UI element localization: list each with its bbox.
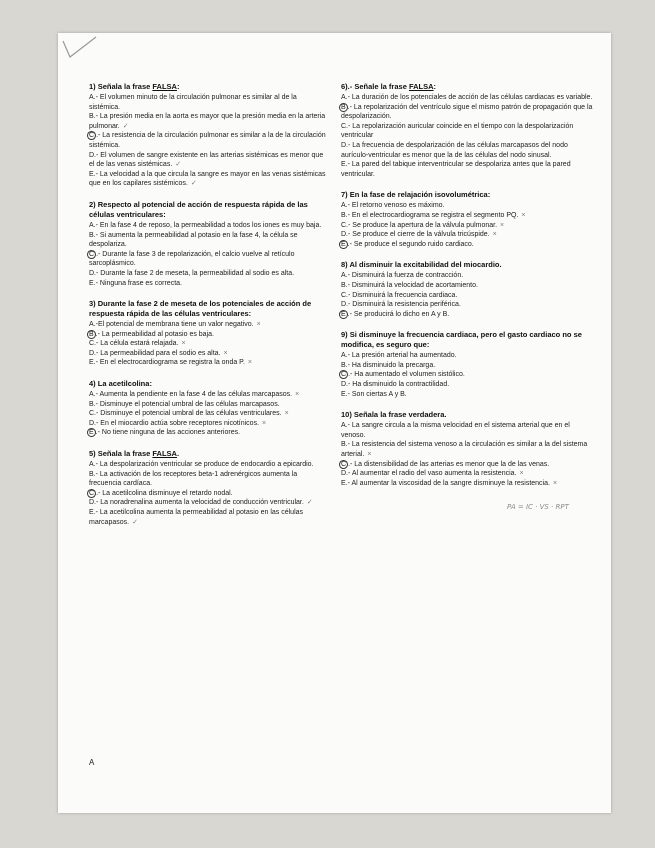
answer-option-text: B.- Disminuye el potencial umbral de las células marcapasos. xyxy=(89,400,280,408)
answer-option-text: A.- El retorno venoso es máximo. xyxy=(341,202,445,210)
answer-option xyxy=(341,160,596,179)
circled-answer-letter: C xyxy=(89,132,95,140)
answer-option-text: D.- El volumen de sangre existente en las arterias sistémicas es menor que el de las venas sistémicas. xyxy=(89,151,324,169)
handwritten-mark: × xyxy=(295,391,300,399)
answer-option-text: C.- La célula estará relajada. xyxy=(89,340,179,348)
question-block xyxy=(341,190,596,249)
answer-option xyxy=(341,440,596,459)
handwritten-mark: × xyxy=(247,359,252,367)
answer-option-text: E.- Ninguna frase es correcta. xyxy=(89,279,182,287)
handwritten-mark: × xyxy=(521,211,526,219)
handwritten-mark: × xyxy=(367,451,372,459)
answer-option xyxy=(341,281,596,291)
handwritten-mark: × xyxy=(181,340,186,348)
answer-option-text: C.- La repolarización auricular coincide en el tiempo con la despolarización ventricular xyxy=(341,122,574,140)
answer-option xyxy=(89,269,327,279)
question-title-text: 7) En la fase de relajación isovolumétrica: xyxy=(341,190,491,200)
answer-option xyxy=(89,320,327,330)
answer-option-text: D.- Disminuirá la resistencia periférica. xyxy=(341,301,461,309)
handwritten-mark: × xyxy=(284,410,289,418)
answer-option-text: A.- La sangre circula a la misma velocidad en el sistema arterial que en el venoso. xyxy=(341,422,570,439)
handwritten-mark: ✓ xyxy=(175,161,182,169)
circled-answer-letter: C xyxy=(89,250,95,258)
circled-answer-letter: C xyxy=(341,371,347,379)
answer-option-text: A.- La despolarización ventricular se produce de endocardio a epicardio. xyxy=(89,461,314,469)
question-title-text: 2) Respecto al potencial de acción de respuesta rápida de las células ventriculares: xyxy=(89,199,308,219)
answer-option xyxy=(341,103,596,122)
answer-option-text: B.- La presión media en la aorta es mayor que la presión media en la arteria pulmonar. xyxy=(89,113,326,130)
right-column xyxy=(341,82,596,499)
question-title xyxy=(341,330,596,350)
answer-option xyxy=(89,170,327,189)
answer-option xyxy=(341,310,596,320)
answer-option xyxy=(89,151,327,170)
answer-option-text: D.- Se produce el cierre de la válvula tricúspide. xyxy=(341,231,490,239)
answer-option xyxy=(341,240,596,250)
answer-option xyxy=(89,400,327,410)
answer-option xyxy=(89,349,327,359)
answer-option xyxy=(341,291,596,301)
answer-option-text: A.- Disminuirá la fuerza de contracción. xyxy=(341,272,464,280)
answer-option xyxy=(341,370,596,380)
answer-option xyxy=(341,351,596,361)
answer-option-text: E.- La pared del tabique interventricular se despolariza antes que la pared ventricular. xyxy=(341,161,571,178)
question-block xyxy=(89,299,327,368)
answer-option xyxy=(89,498,327,508)
answer-option-text: D.- La frecuencia de despolarización de las células marcapasos del nodo aurículo-ventricular es menor que la de las células del nodo sinusal. xyxy=(341,141,568,159)
answer-option-text: D.- La permeabilidad para el sodio es alta. xyxy=(89,349,221,357)
question-title xyxy=(89,200,327,220)
answer-option xyxy=(89,250,327,269)
answer-option xyxy=(341,460,596,470)
answer-option-text: D.- Ha disminuido la contractilidad. xyxy=(341,381,450,389)
question-title xyxy=(341,260,596,270)
answer-option-text: C.- Disminuye el potencial umbral de las células ventriculares. xyxy=(89,410,282,418)
question-title-emphasis: FALSA xyxy=(152,82,177,91)
question-title xyxy=(341,82,596,92)
circled-answer-letter: C xyxy=(341,460,347,468)
answer-option-text: D.- Al aumentar el radio del vaso aumenta la resistencia. xyxy=(341,470,517,478)
answer-option-text: E.- Son ciertas A y B. xyxy=(341,390,407,398)
question-title xyxy=(89,379,327,389)
answer-option xyxy=(89,358,327,368)
handwritten-note: PA = IC · VS · RPT xyxy=(507,503,569,511)
handwritten-mark: ✓ xyxy=(190,180,197,188)
answer-option-text: B.- Si aumenta la permeabilidad al potasio en la fase 4, la célula se despolariza. xyxy=(89,231,298,249)
question-block xyxy=(89,449,327,527)
answer-option-text: .- La distensibilidad de las arterias es menor que la de las venas. xyxy=(348,460,550,468)
answer-option xyxy=(341,479,596,489)
question-title xyxy=(89,299,327,319)
question-block xyxy=(341,82,596,179)
answer-option xyxy=(89,339,327,349)
answer-option-text: E.- La velocidad a la que circula la sangre es mayor en las venas sistémicas que en los capilares sistémicos. xyxy=(89,170,326,188)
answer-option xyxy=(89,489,327,499)
answer-option xyxy=(89,131,327,150)
answer-option-text: .- Se producirá lo dicho en A y B. xyxy=(347,310,450,318)
circled-answer-letter: E xyxy=(341,240,346,248)
question-title-emphasis: FALSA xyxy=(152,449,177,459)
answer-option-text: B.- En el electrocardiograma se registra el segmento PQ. xyxy=(341,211,519,219)
answer-option xyxy=(89,330,327,340)
answer-option-text: A.- Aumenta la pendiente en la fase 4 de las células marcapasos. xyxy=(89,391,293,399)
answer-option-text: A.-El potencial de membrana tiene un valor negativo. xyxy=(89,321,254,329)
question-title-text: 1) Señala la frase xyxy=(89,82,153,91)
answer-option-text: .- La acetilcolina disminuye el retardo nodal. xyxy=(96,489,233,497)
question-block xyxy=(341,260,596,319)
answer-option-text: A.- En la fase 4 de reposo, la permeabilidad a todos los iones es muy baja. xyxy=(89,221,322,229)
answer-option xyxy=(341,300,596,310)
question-title xyxy=(341,190,596,200)
answer-option xyxy=(89,428,327,438)
answer-option xyxy=(89,93,327,112)
question-title-suffix: : xyxy=(433,82,437,91)
answer-option xyxy=(89,470,327,489)
answer-option xyxy=(341,380,596,390)
answer-option xyxy=(341,469,596,479)
answer-option xyxy=(341,421,596,440)
question-block xyxy=(89,82,327,189)
question-title-text: 4) La acetilcolina: xyxy=(89,379,152,389)
answer-option-text: B.- Disminuirá la velocidad de acortamiento. xyxy=(341,281,478,289)
page-letter: A xyxy=(89,758,95,767)
answer-option-text: .- Ha aumentado el volumen sistólico. xyxy=(348,371,465,379)
exam-sheet xyxy=(58,33,611,813)
question-block xyxy=(89,379,327,438)
question-title-suffix: : xyxy=(176,82,180,91)
handwritten-mark: × xyxy=(519,470,524,478)
question-title xyxy=(89,449,327,459)
answer-option xyxy=(341,361,596,371)
answer-option-text: .- Durante la fase 3 de repolarización, el calcio vuelve al retículo sarcoplásmico. xyxy=(89,250,295,268)
answer-option-text: D.- Durante la fase 2 de meseta, la permeabilidad al sodio es alta. xyxy=(89,269,295,277)
answer-option xyxy=(89,390,327,400)
question-title-text: 3) Durante la fase 2 de meseta de los potenciales de acción de respuesta rápida de las células ventriculares: xyxy=(89,299,312,319)
answer-option xyxy=(89,112,327,131)
question-title-text: 10) Señala la frase verdadera. xyxy=(341,410,447,420)
circled-answer-letter: C xyxy=(89,489,95,497)
question-title xyxy=(341,410,596,420)
handwritten-mark: × xyxy=(492,231,497,239)
answer-option-text: B.- La activación de los receptores beta-1 adrenérgicos aumenta la frecuencia cardíaca. xyxy=(89,470,298,488)
circled-answer-letter: E xyxy=(341,310,346,318)
answer-option-text: .- Se produce el segundo ruido cardiaco. xyxy=(347,240,474,248)
handwritten-mark: × xyxy=(500,221,505,229)
left-column xyxy=(89,82,327,538)
question-block xyxy=(341,330,596,399)
answer-option xyxy=(341,230,596,240)
answer-option xyxy=(89,221,327,231)
answer-option xyxy=(89,508,327,527)
question-title-text: 5) Señala la frase xyxy=(89,449,153,459)
circled-answer-letter: B xyxy=(89,330,94,338)
question-title-emphasis: FALSA xyxy=(408,82,434,91)
answer-option xyxy=(89,231,327,250)
handwritten-mark: ✓ xyxy=(306,499,313,507)
handwritten-mark: × xyxy=(223,349,228,357)
question-block xyxy=(341,410,596,488)
handwritten-mark: × xyxy=(552,479,558,487)
answer-option-text: E.- La acetilcolina aumenta la permeabilidad al potasio en las células marcapasos. xyxy=(89,509,304,526)
answer-option xyxy=(341,390,596,400)
answer-option xyxy=(341,221,596,231)
answer-option-text: D.- La noradrenalina aumenta la velocidad de conducción ventricular. xyxy=(89,499,304,507)
answer-option-text: C.- Se produce la apertura de la válvula pulmonar. xyxy=(341,221,498,229)
answer-option-text: E.- Al aumentar la viscosidad de la sangre disminuye la resistencia. xyxy=(341,479,550,487)
answer-option-text: A.- La presión arterial ha aumentado. xyxy=(341,352,457,360)
answer-option-text: .- La permeabilidad al potasio es baja. xyxy=(95,330,214,338)
answer-option-text: A.- La duración de los potenciales de acción de las células cardiacas es variable. xyxy=(341,94,593,101)
answer-option-text: B.- La resistencia del sistema venoso a la circulación es similar a la del sistema arterial. xyxy=(341,441,588,459)
handwritten-check-mark xyxy=(60,35,100,69)
question-title-text: 8) Al disminuir la excitabilidad del miocardio. xyxy=(341,260,502,270)
answer-option-text: .- La repolarización del ventrículo sigue el mismo patrón de propagación que la despolarización. xyxy=(341,103,593,121)
answer-option-text: .- La resistencia de la circulación pulmonar es similar a la de la circulación sistémica. xyxy=(89,132,326,149)
answer-option xyxy=(341,271,596,281)
answer-option xyxy=(341,211,596,221)
answer-option xyxy=(89,279,327,289)
handwritten-mark: × xyxy=(262,419,267,427)
circled-answer-letter: B xyxy=(341,103,346,111)
question-title xyxy=(89,82,327,92)
answer-option-text: D.- En el miocardio actúa sobre receptores nicotínicos. xyxy=(89,419,260,427)
handwritten-mark: ✓ xyxy=(132,518,138,526)
answer-option xyxy=(341,141,596,160)
answer-option-text: A.- El volumen minuto de la circulación pulmonar es similar al de la sistémica. xyxy=(89,94,297,111)
circled-answer-letter: E xyxy=(89,429,94,437)
answer-option-text: B.- Ha disminuido la precarga. xyxy=(341,361,436,369)
question-title-suffix: . xyxy=(176,449,180,459)
question-title-text: 6).- Señale la frase xyxy=(341,82,409,91)
answer-option xyxy=(89,419,327,429)
handwritten-mark: ✓ xyxy=(122,122,129,130)
answer-option xyxy=(89,409,327,419)
answer-option xyxy=(341,201,596,211)
answer-option xyxy=(341,122,596,141)
answer-option-text: E.- En el electrocardiograma se registra la onda P. xyxy=(89,359,245,367)
question-title-text: 9) Si disminuye la frecuencia cardiaca, pero el gasto cardiaco no se modifica, es seguro que: xyxy=(341,330,582,350)
answer-option-text: C.- Disminuirá la frecuencia cardiaca. xyxy=(341,291,458,299)
answer-option xyxy=(89,460,327,470)
answer-option xyxy=(341,93,596,103)
handwritten-mark: × xyxy=(256,321,261,329)
question-block xyxy=(89,200,327,288)
answer-option-text: .- No tiene ninguna de las acciones anteriores. xyxy=(95,429,241,437)
